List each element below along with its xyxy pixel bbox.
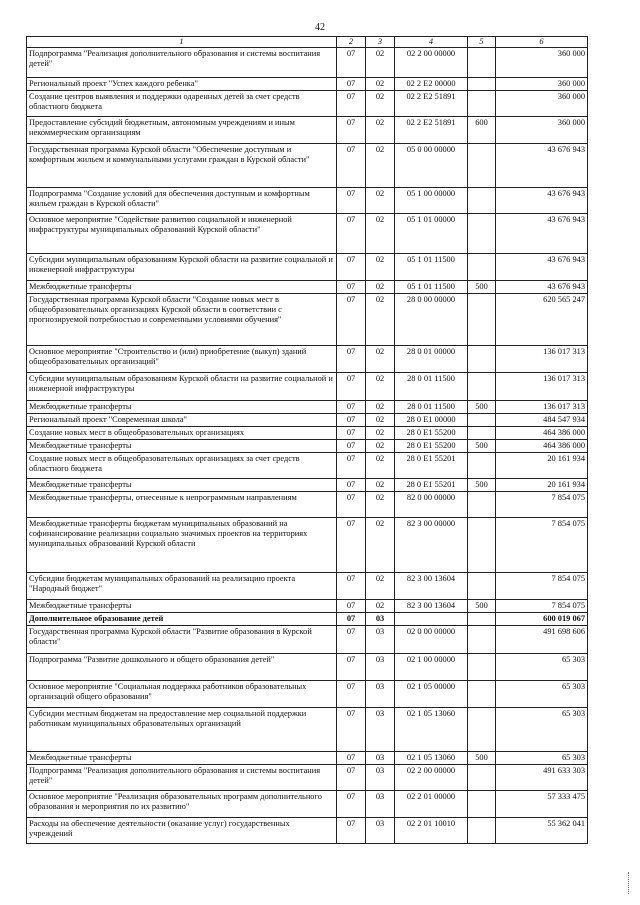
row-subsection-cell: 03 <box>366 790 395 817</box>
row-section-cell: 07 <box>337 572 366 599</box>
row-section-cell: 07 <box>337 77 366 90</box>
row-subsection-cell: 03 <box>366 653 395 680</box>
row-subsection-cell: 02 <box>366 400 395 413</box>
row-amount-cell: 600 019 067 <box>496 612 588 625</box>
row-target-article-cell: 28 0 01 11500 <box>395 372 468 400</box>
table-row <box>27 452 588 478</box>
table-row <box>27 751 588 764</box>
row-expense-type-cell <box>468 372 496 400</box>
table-row <box>27 426 588 439</box>
row-expense-type-cell <box>468 293 496 345</box>
row-subsection-cell: 02 <box>366 439 395 452</box>
table-row <box>27 280 588 293</box>
row-subsection-cell: 02 <box>366 77 395 90</box>
table-row <box>27 116 588 143</box>
row-name-cell: Межбюджетные трансферты <box>27 400 337 413</box>
row-expense-type-cell <box>468 187 496 213</box>
row-amount-cell: 43 676 943 <box>496 187 588 213</box>
table-row <box>27 400 588 413</box>
row-expense-type-cell <box>468 345 496 372</box>
table-row <box>27 372 588 400</box>
row-subsection-cell: 02 <box>366 491 395 517</box>
table-row <box>27 572 588 599</box>
row-section-cell: 07 <box>337 213 366 253</box>
row-section-cell: 07 <box>337 426 366 439</box>
row-target-article-cell: 02 2 E2 51891 <box>395 90 468 116</box>
row-section-cell: 07 <box>337 653 366 680</box>
row-expense-type-cell: 500 <box>468 599 496 612</box>
table-row <box>27 478 588 491</box>
table-row <box>27 187 588 213</box>
row-target-article-cell: 28 0 E1 55201 <box>395 478 468 491</box>
row-subsection-cell: 03 <box>366 764 395 790</box>
row-amount-cell: 7 854 075 <box>496 572 588 599</box>
row-subsection-cell: 02 <box>366 187 395 213</box>
row-subsection-cell: 03 <box>366 707 395 751</box>
row-target-article-cell: 82 3 00 13604 <box>395 572 468 599</box>
row-name-cell: Создание центров выявления и поддержки одаренных детей за счет средств областного бюджета <box>27 90 337 116</box>
row-section-cell: 07 <box>337 439 366 452</box>
row-expense-type-cell <box>468 90 496 116</box>
row-amount-cell: 57 333 475 <box>496 790 588 817</box>
row-expense-type-cell: 600 <box>468 116 496 143</box>
row-target-article-cell: 05 1 01 11500 <box>395 280 468 293</box>
row-section-cell: 07 <box>337 187 366 213</box>
row-target-article-cell: 02 2 00 00000 <box>395 764 468 790</box>
row-subsection-cell: 02 <box>366 372 395 400</box>
row-name-cell: Основное мероприятие "Строительство и (или) приобретение (выкуп) зданий общеобразовательных организаций" <box>27 345 337 372</box>
row-name-cell: Государственная программа Курской области "Создание новых мест в общеобразовательных организациях Курской области в соответствии с прогнозируемой потребностью и современными условиями обучения" <box>27 293 337 345</box>
row-amount-cell: 65 303 <box>496 751 588 764</box>
row-name-cell: Межбюджетные трансферты <box>27 280 337 293</box>
row-name-cell: Основное мероприятие "Содействие развитию социальной и инженерной инфраструктуры муниципальных образований Курской области" <box>27 213 337 253</box>
row-amount-cell: 7 854 075 <box>496 599 588 612</box>
row-target-article-cell: 28 0 00 00000 <box>395 293 468 345</box>
row-name-cell: Подпрограмма "Реализация дополнительного образования и системы воспитания детей" <box>27 764 337 790</box>
row-target-article-cell: 05 1 00 00000 <box>395 187 468 213</box>
row-subsection-cell: 02 <box>366 572 395 599</box>
row-section-cell: 07 <box>337 293 366 345</box>
row-section-cell: 07 <box>337 400 366 413</box>
row-subsection-cell: 02 <box>366 47 395 77</box>
table-row <box>27 345 588 372</box>
row-section-cell: 07 <box>337 116 366 143</box>
row-expense-type-cell <box>468 143 496 187</box>
row-amount-cell: 620 565 247 <box>496 293 588 345</box>
row-expense-type-cell <box>468 572 496 599</box>
row-section-cell: 07 <box>337 707 366 751</box>
row-section-cell: 07 <box>337 253 366 280</box>
row-amount-cell: 484 547 934 <box>496 413 588 426</box>
row-expense-type-cell <box>468 47 496 77</box>
header-col-4: 4 <box>395 37 468 48</box>
row-section-cell: 07 <box>337 751 366 764</box>
row-expense-type-cell <box>468 77 496 90</box>
row-subsection-cell: 02 <box>366 116 395 143</box>
row-amount-cell: 20 161 934 <box>496 478 588 491</box>
row-amount-cell: 360 000 <box>496 116 588 143</box>
row-name-cell: Межбюджетные трансферты <box>27 478 337 491</box>
table-row <box>27 790 588 817</box>
row-expense-type-cell <box>468 213 496 253</box>
row-expense-type-cell: 500 <box>468 478 496 491</box>
table-row <box>27 213 588 253</box>
row-amount-cell: 360 000 <box>496 47 588 77</box>
row-section-cell: 07 <box>337 612 366 625</box>
row-name-cell: Основное мероприятие "Социальная поддержка работников образовательных организаций общего образования" <box>27 680 337 707</box>
row-target-article-cell: 28 0 E1 00000 <box>395 413 468 426</box>
row-target-article-cell: 82 0 00 00000 <box>395 491 468 517</box>
table-row <box>27 439 588 452</box>
budget-table <box>26 36 588 844</box>
row-name-cell: Межбюджетные трансферты бюджетам муниципальных образований на софинансирование реализации социально значимых проектов на территориях муниципальных образований Курской области <box>27 517 337 572</box>
row-expense-type-cell <box>468 413 496 426</box>
table-row <box>27 517 588 572</box>
row-target-article-cell: 02 0 00 00000 <box>395 625 468 653</box>
row-target-article-cell: 28 0 E1 55200 <box>395 426 468 439</box>
row-amount-cell: 136 017 313 <box>496 372 588 400</box>
table-row <box>27 90 588 116</box>
row-expense-type-cell <box>468 790 496 817</box>
row-subsection-cell: 02 <box>366 280 395 293</box>
page-number: 42 <box>315 22 325 33</box>
table-header-row <box>27 37 588 48</box>
header-col-1: 1 <box>27 37 337 48</box>
row-section-cell: 07 <box>337 413 366 426</box>
row-subsection-cell: 03 <box>366 817 395 843</box>
row-subsection-cell: 02 <box>366 90 395 116</box>
table-row <box>27 707 588 751</box>
header-col-6: 6 <box>496 37 588 48</box>
row-target-article-cell: 02 2 E2 51891 <box>395 116 468 143</box>
row-target-article-cell: 05 1 01 11500 <box>395 253 468 280</box>
row-name-cell: Субсидии местным бюджетам на предоставление мер социальной поддержки работникам муниципальных образовательных организаций <box>27 707 337 751</box>
row-expense-type-cell <box>468 491 496 517</box>
row-target-article-cell: 28 0 01 00000 <box>395 345 468 372</box>
row-section-cell: 07 <box>337 345 366 372</box>
row-target-article-cell: 82 3 00 13604 <box>395 599 468 612</box>
table-body <box>27 47 588 843</box>
row-name-cell: Субсидии бюджетам муниципальных образований на реализацию проекта "Народный бюджет" <box>27 572 337 599</box>
row-subsection-cell: 02 <box>366 143 395 187</box>
scan-mark <box>628 872 633 894</box>
row-name-cell: Государственная программа Курской области "Развитие образования в Курской области" <box>27 625 337 653</box>
row-name-cell: Межбюджетные трансферты <box>27 599 337 612</box>
row-amount-cell: 65 303 <box>496 653 588 680</box>
row-amount-cell: 43 676 943 <box>496 213 588 253</box>
row-subsection-cell: 02 <box>366 213 395 253</box>
row-amount-cell: 136 017 313 <box>496 400 588 413</box>
table-row <box>27 47 588 77</box>
row-section-cell: 07 <box>337 372 366 400</box>
row-section-cell: 07 <box>337 790 366 817</box>
row-expense-type-cell <box>468 452 496 478</box>
row-subsection-cell: 02 <box>366 413 395 426</box>
row-name-cell: Расходы на обеспечение деятельности (оказание услуг) государственных учреждений <box>27 817 337 843</box>
row-subsection-cell: 02 <box>366 426 395 439</box>
row-expense-type-cell <box>468 625 496 653</box>
table-row <box>27 817 588 843</box>
row-target-article-cell: 82 3 00 00000 <box>395 517 468 572</box>
row-amount-cell: 7 854 075 <box>496 491 588 517</box>
table-row <box>27 612 588 625</box>
row-amount-cell: 55 362 041 <box>496 817 588 843</box>
row-name-cell: Создание новых мест в общеобразовательных организациях <box>27 426 337 439</box>
row-amount-cell: 43 676 943 <box>496 143 588 187</box>
table-row <box>27 293 588 345</box>
row-expense-type-cell <box>468 707 496 751</box>
row-section-cell: 07 <box>337 599 366 612</box>
row-subsection-cell: 03 <box>366 751 395 764</box>
row-name-cell: Межбюджетные трансферты <box>27 439 337 452</box>
row-subsection-cell: 02 <box>366 599 395 612</box>
row-target-article-cell: 05 1 01 00000 <box>395 213 468 253</box>
table-row <box>27 653 588 680</box>
row-target-article-cell: 02 1 05 13060 <box>395 751 468 764</box>
table-row <box>27 413 588 426</box>
row-subsection-cell: 02 <box>366 478 395 491</box>
row-target-article-cell: 02 1 05 13060 <box>395 707 468 751</box>
row-name-cell: Подпрограмма "Развитие дошкольного и общего образования детей" <box>27 653 337 680</box>
row-section-cell: 07 <box>337 143 366 187</box>
row-section-cell: 07 <box>337 280 366 293</box>
row-target-article-cell <box>395 612 468 625</box>
row-expense-type-cell <box>468 517 496 572</box>
row-section-cell: 07 <box>337 47 366 77</box>
table-row <box>27 625 588 653</box>
row-target-article-cell: 02 2 00 00000 <box>395 47 468 77</box>
row-name-cell: Дополнительное образование детей <box>27 612 337 625</box>
row-section-cell: 07 <box>337 764 366 790</box>
row-expense-type-cell: 500 <box>468 280 496 293</box>
table-row <box>27 599 588 612</box>
header-col-3: 3 <box>366 37 395 48</box>
table-row <box>27 253 588 280</box>
row-expense-type-cell <box>468 680 496 707</box>
row-subsection-cell: 03 <box>366 680 395 707</box>
row-expense-type-cell <box>468 426 496 439</box>
row-name-cell: Государственная программа Курской области "Обеспечение доступным и комфортным жильем и коммунальными услугами граждан в Курской области" <box>27 143 337 187</box>
row-name-cell: Подпрограмма "Реализация дополнительного образования и системы воспитания детей" <box>27 47 337 77</box>
row-section-cell: 07 <box>337 491 366 517</box>
row-amount-cell: 464 386 000 <box>496 439 588 452</box>
header-col-5: 5 <box>468 37 496 48</box>
table-row <box>27 764 588 790</box>
row-amount-cell: 65 303 <box>496 680 588 707</box>
row-expense-type-cell: 500 <box>468 751 496 764</box>
row-target-article-cell: 28 0 E1 55201 <box>395 452 468 478</box>
row-amount-cell: 65 303 <box>496 707 588 751</box>
row-section-cell: 07 <box>337 680 366 707</box>
row-amount-cell: 43 676 943 <box>496 280 588 293</box>
row-amount-cell: 360 000 <box>496 77 588 90</box>
row-section-cell: 07 <box>337 452 366 478</box>
row-expense-type-cell: 500 <box>468 439 496 452</box>
row-name-cell: Основное мероприятие "Реализация образовательных программ дополнительного образования и мероприятия по их развитию" <box>27 790 337 817</box>
row-name-cell: Предоставление субсидий бюджетным, автономным учреждениям и иным некоммерческим организациям <box>27 116 337 143</box>
row-subsection-cell: 02 <box>366 452 395 478</box>
row-amount-cell: 43 676 943 <box>496 253 588 280</box>
row-name-cell: Региональный проект "Современная школа" <box>27 413 337 426</box>
row-target-article-cell: 02 2 01 10010 <box>395 817 468 843</box>
row-expense-type-cell <box>468 764 496 790</box>
row-amount-cell: 491 633 303 <box>496 764 588 790</box>
row-target-article-cell: 02 2 01 00000 <box>395 790 468 817</box>
row-expense-type-cell: 500 <box>468 400 496 413</box>
row-section-cell: 07 <box>337 817 366 843</box>
row-target-article-cell: 02 1 00 00000 <box>395 653 468 680</box>
row-amount-cell: 7 854 075 <box>496 517 588 572</box>
row-subsection-cell: 03 <box>366 612 395 625</box>
row-amount-cell: 136 017 313 <box>496 345 588 372</box>
row-name-cell: Межбюджетные трансферты, отнесенные к непрограммным направлениям <box>27 491 337 517</box>
row-name-cell: Региональный проект "Успех каждого ребенка" <box>27 77 337 90</box>
row-section-cell: 07 <box>337 478 366 491</box>
row-target-article-cell: 05 0 00 00000 <box>395 143 468 187</box>
table-row <box>27 143 588 187</box>
table-row <box>27 77 588 90</box>
row-subsection-cell: 02 <box>366 345 395 372</box>
row-target-article-cell: 28 0 01 11500 <box>395 400 468 413</box>
row-expense-type-cell <box>468 612 496 625</box>
row-target-article-cell: 28 0 E1 55200 <box>395 439 468 452</box>
row-target-article-cell: 02 1 05 00000 <box>395 680 468 707</box>
row-amount-cell: 464 386 000 <box>496 426 588 439</box>
row-name-cell: Межбюджетные трансферты <box>27 751 337 764</box>
row-amount-cell: 360 000 <box>496 90 588 116</box>
row-section-cell: 07 <box>337 517 366 572</box>
row-name-cell: Субсидии муниципальным образованиям Курской области на развитие социальной и инженерной инфраструктуры <box>27 253 337 280</box>
table-row <box>27 491 588 517</box>
row-name-cell: Создание новых мест в общеобразовательных организациях за счет средств областного бюджета <box>27 452 337 478</box>
table-row <box>27 680 588 707</box>
row-subsection-cell: 03 <box>366 625 395 653</box>
row-subsection-cell: 02 <box>366 517 395 572</box>
row-amount-cell: 20 161 934 <box>496 452 588 478</box>
row-expense-type-cell <box>468 653 496 680</box>
row-subsection-cell: 02 <box>366 253 395 280</box>
row-subsection-cell: 02 <box>366 293 395 345</box>
row-name-cell: Подпрограмма "Создание условий для обеспечения доступным и комфортным жильем граждан в Курской области" <box>27 187 337 213</box>
row-section-cell: 07 <box>337 625 366 653</box>
row-expense-type-cell <box>468 817 496 843</box>
row-name-cell: Субсидии муниципальным образованиям Курской области на развитие социальной и инженерной инфраструктуры <box>27 372 337 400</box>
header-col-2: 2 <box>337 37 366 48</box>
row-expense-type-cell <box>468 253 496 280</box>
row-amount-cell: 491 698 606 <box>496 625 588 653</box>
row-section-cell: 07 <box>337 90 366 116</box>
row-target-article-cell: 02 2 E2 00000 <box>395 77 468 90</box>
